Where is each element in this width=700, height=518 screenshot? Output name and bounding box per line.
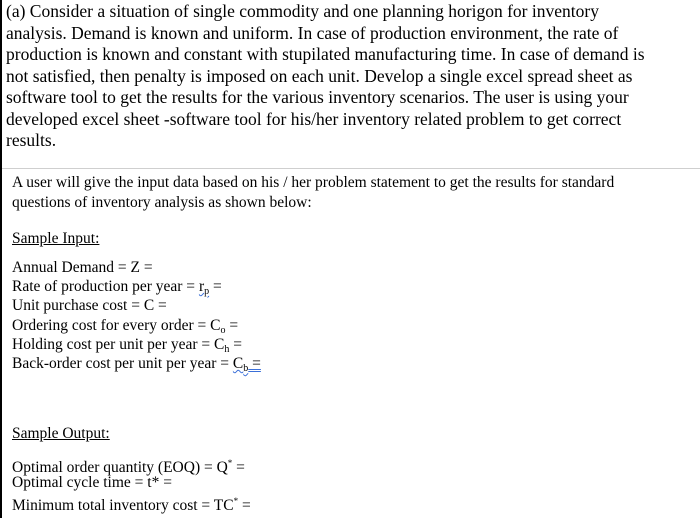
question-line: analysis. Demand is known and uniform. In case of production environment, the rate of (6, 22, 619, 43)
input-tail: = (225, 316, 239, 334)
sample-input-heading: Sample Input: (12, 230, 100, 247)
input-label: Unit purchase cost = C = (12, 297, 167, 315)
input-tail: = (248, 354, 261, 372)
input-ordering-cost (12, 316, 261, 335)
question-line: software tool to get the results for the various inventory scenarios. The user is using your (6, 87, 629, 107)
symbol-subscript: p (204, 286, 210, 298)
input-holding-cost (12, 335, 261, 354)
sample-input-list (12, 258, 261, 373)
output-label: Minimum total inventory cost = TC (12, 497, 234, 514)
question-paragraph (6, 1, 696, 152)
left-border-line (0, 0, 2, 518)
input-annual-demand (12, 258, 261, 277)
output-eoq (12, 454, 251, 476)
output-tail: = (238, 497, 251, 514)
symbol-superscript: * (233, 496, 239, 506)
symbol-c: C (232, 354, 244, 372)
input-unit-cost (12, 296, 261, 315)
symbol-superscript: * (227, 458, 233, 468)
input-backorder-cost (12, 354, 261, 373)
intro-line: questions of inventory analysis as shown below: (12, 194, 312, 211)
symbol-subscript: b (243, 362, 249, 374)
section-divider (2, 168, 700, 169)
input-production-rate (12, 277, 261, 296)
symbol-subscript: o (220, 324, 226, 336)
sample-output-heading: Sample Output: (12, 425, 110, 442)
sample-output-list (12, 454, 251, 514)
input-tail: = (229, 335, 242, 353)
question-line: not satisfied, then penalty is imposed on each unit. Develop a single excel spread sheet as (6, 65, 633, 86)
input-label: Annual Demand = Z = (12, 259, 153, 276)
question-line: results. (6, 130, 57, 150)
input-label: Back-order cost per unit per year = (12, 354, 233, 372)
input-label: Holding cost per unit per year = C (12, 335, 225, 353)
output-total-cost (12, 492, 251, 514)
question-line: (a) Consider a situation of single commodity and one planning horigon for inventory (6, 1, 599, 21)
input-label: Ordering cost for every order = C (12, 316, 221, 334)
question-line: production is known and constant with stupilated manufacturing time. In case of demand is (6, 44, 645, 64)
symbol-subscript: h (224, 343, 230, 355)
question-line: developed excel sheet -software tool for his/her inventory related problem to get correct (6, 108, 622, 129)
output-label: Optimal order quantity (EOQ) = Q (12, 459, 228, 476)
input-tail: = (209, 278, 222, 296)
input-label: Rate of production per year = (12, 278, 199, 296)
output-label: Optimal cycle time = t* = (12, 474, 172, 491)
intro-line: A user will give the input data based on his / her problem statement to get the results for standard (12, 174, 615, 191)
symbol-r: r (198, 278, 205, 296)
intro-paragraph (12, 173, 614, 213)
output-tail: = (232, 459, 245, 476)
